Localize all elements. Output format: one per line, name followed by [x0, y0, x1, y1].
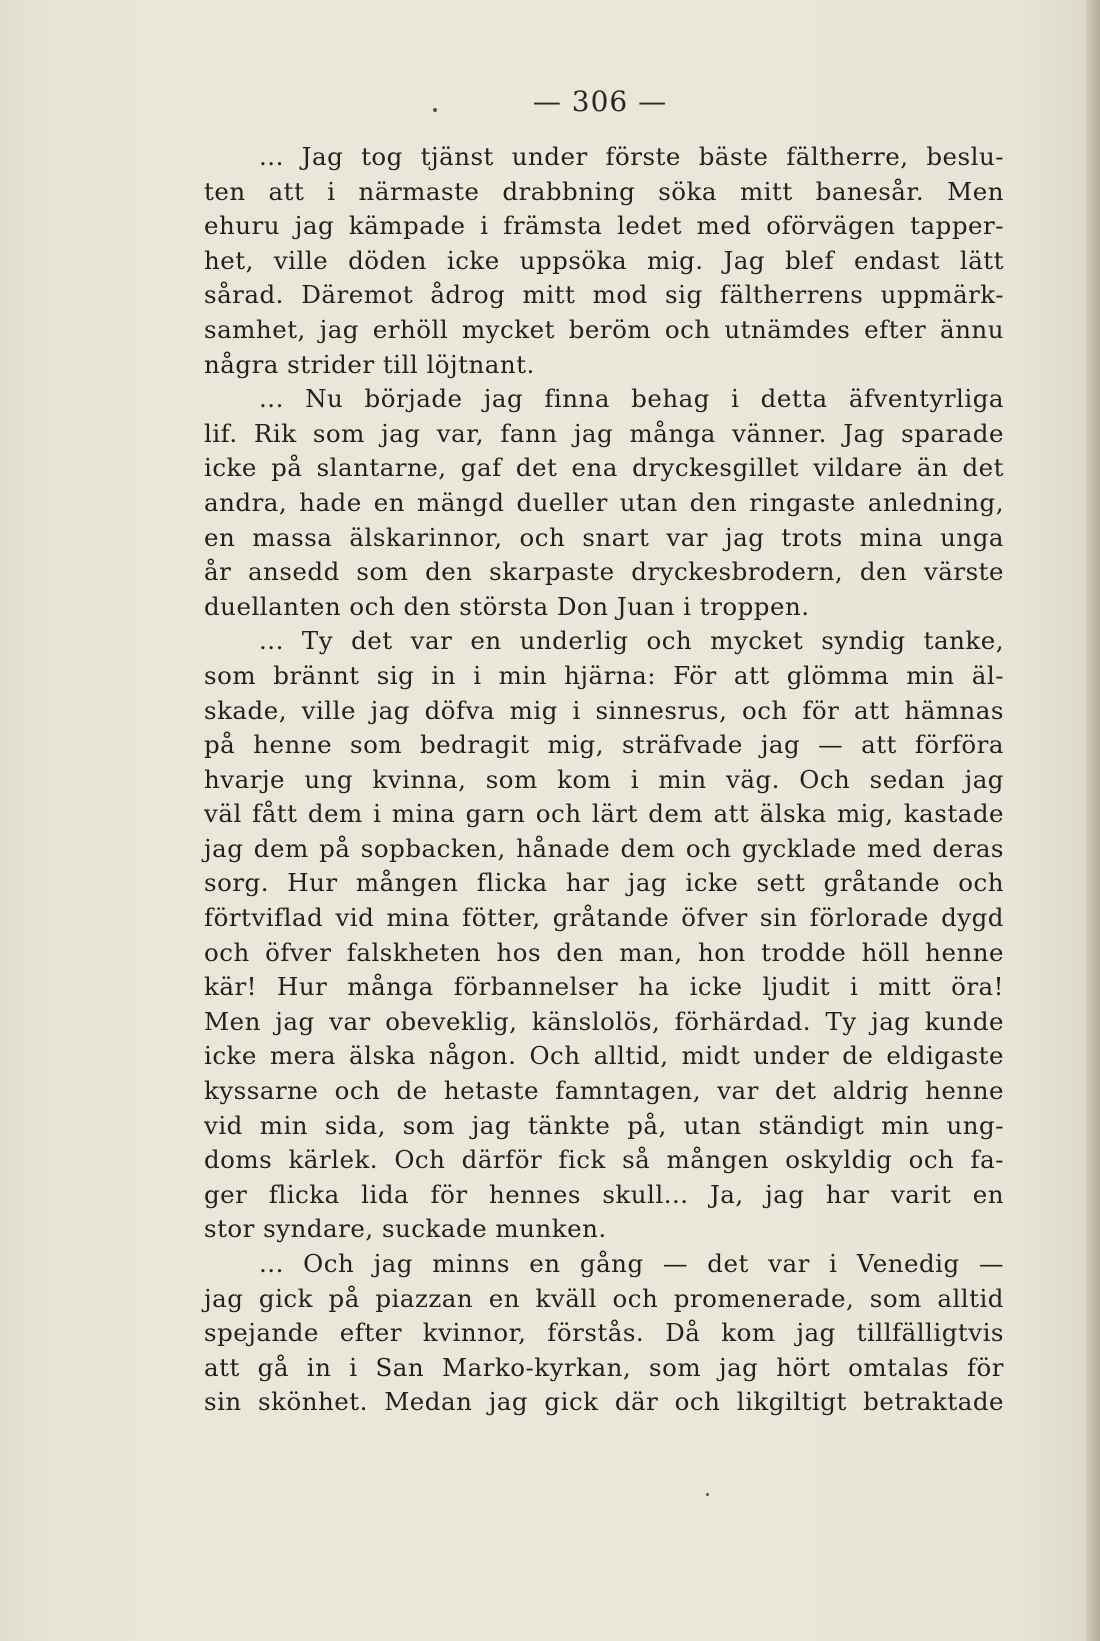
page-spine-edge — [1086, 0, 1100, 1641]
text-line: jag dem på sopbacken, hånade dem och gycklade med deras — [204, 833, 1004, 863]
page-number: — 306 — — [532, 85, 668, 118]
text-line: andra, hade en mängd dueller utan den ringaste anledning, — [204, 487, 1004, 517]
paragraph-first-line: ... Ty det var en underlig och mycket syndig tanke, — [259, 626, 1004, 656]
text-line: duellanten och den största Don Juan i troppen. — [204, 591, 810, 621]
text-line: spejande efter kvinnor, förstås. Då kom jag tillfälligtvis — [204, 1318, 1004, 1348]
text-line: icke på slantarne, gaf det ena dryckesgillet vildare än det — [204, 453, 1004, 483]
text-line: Men jag var obeveklig, känslolös, förhärdad. Ty jag kunde — [204, 1006, 1004, 1036]
text-line: vid min sida, som jag tänkte på, utan ständigt min ung- — [204, 1110, 1004, 1140]
text-line: kyssarne och de hetaste famntagen, var det aldrig henne — [204, 1076, 1004, 1106]
paragraph-first-line: ... Nu började jag finna behag i detta äfventyrliga — [259, 384, 1004, 414]
text-line: och öfver falskheten hos den man, hon trodde höll henne — [204, 937, 1004, 967]
text-line: stor syndare, suckade munken. — [204, 1214, 607, 1244]
text-line: år ansedd som den skarpaste dryckesbrodern, den värste — [204, 557, 1004, 587]
text-line: doms kärlek. Och därför fick så mången oskyldig och fa- — [204, 1145, 1004, 1175]
text-line: att gå in i San Marko-kyrkan, som jag hört omtalas för — [204, 1352, 1004, 1382]
text-line: på henne som bedragit mig, sträfvade jag — att förföra — [204, 730, 1004, 760]
body-text — [204, 140, 1004, 1420]
text-line: en massa älskarinnor, och snart var jag trots mina unga — [204, 522, 1004, 552]
text-line: sårad. Däremot ådrog mitt mod sig fältherrens uppmärk- — [204, 280, 1004, 310]
text-line: kär! Hur många förbannelser ha icke ljudit i mitt öra! — [204, 972, 1004, 1002]
text-line: skade, ville jag döfva mig i sinnesrus, och för att hämnas — [204, 695, 1004, 725]
paragraph-first-line: ... Och jag minns en gång — det var i Venedig — — [259, 1249, 1004, 1278]
ink-speck — [706, 1493, 709, 1496]
text-line: ten att i närmaste drabbning söka mitt banesår. Men — [204, 176, 1004, 206]
text-line: icke mera älska någon. Och alltid, midt under de eldigaste — [204, 1041, 1004, 1071]
text-line: sorg. Hur mången flicka har jag icke sett gråtande och — [204, 868, 1004, 898]
ink-speck — [433, 108, 437, 112]
text-line: samhet, jag erhöll mycket beröm och utnämdes efter ännu — [204, 314, 1004, 344]
text-line: jag gick på piazzan en kväll och promenerade, som alltid — [204, 1283, 1004, 1313]
text-line: ehuru jag kämpade i främsta ledet med oförvägen tapper- — [204, 211, 1004, 241]
text-line: några strider till löjtnant. — [204, 349, 535, 379]
text-line: ger flicka lida för hennes skull... Ja, jag har varit en — [204, 1179, 1004, 1209]
text-line: hvarje ung kvinna, som kom i min väg. Och sedan jag — [204, 764, 1004, 794]
text-line: väl fått dem i mina garn och lärt dem att älska mig, kastade — [204, 799, 1004, 829]
text-line: sin skönhet. Medan jag gick där och likgiltigt betraktade — [204, 1387, 1004, 1417]
text-line: som brännt sig in i min hjärna: För att glömma min äl- — [204, 660, 1004, 690]
text-line: förtviflad vid mina fötter, gråtande öfver sin förlorade dygd — [204, 903, 1004, 933]
paragraph-first-line: ... Jag tog tjänst under förste bäste fältherre, beslu- — [259, 142, 1004, 171]
text-line: lif. Rik som jag var, fann jag många vänner. Jag sparade — [204, 418, 1004, 448]
text-line: het, ville döden icke uppsöka mig. Jag blef endast lätt — [204, 245, 1004, 275]
